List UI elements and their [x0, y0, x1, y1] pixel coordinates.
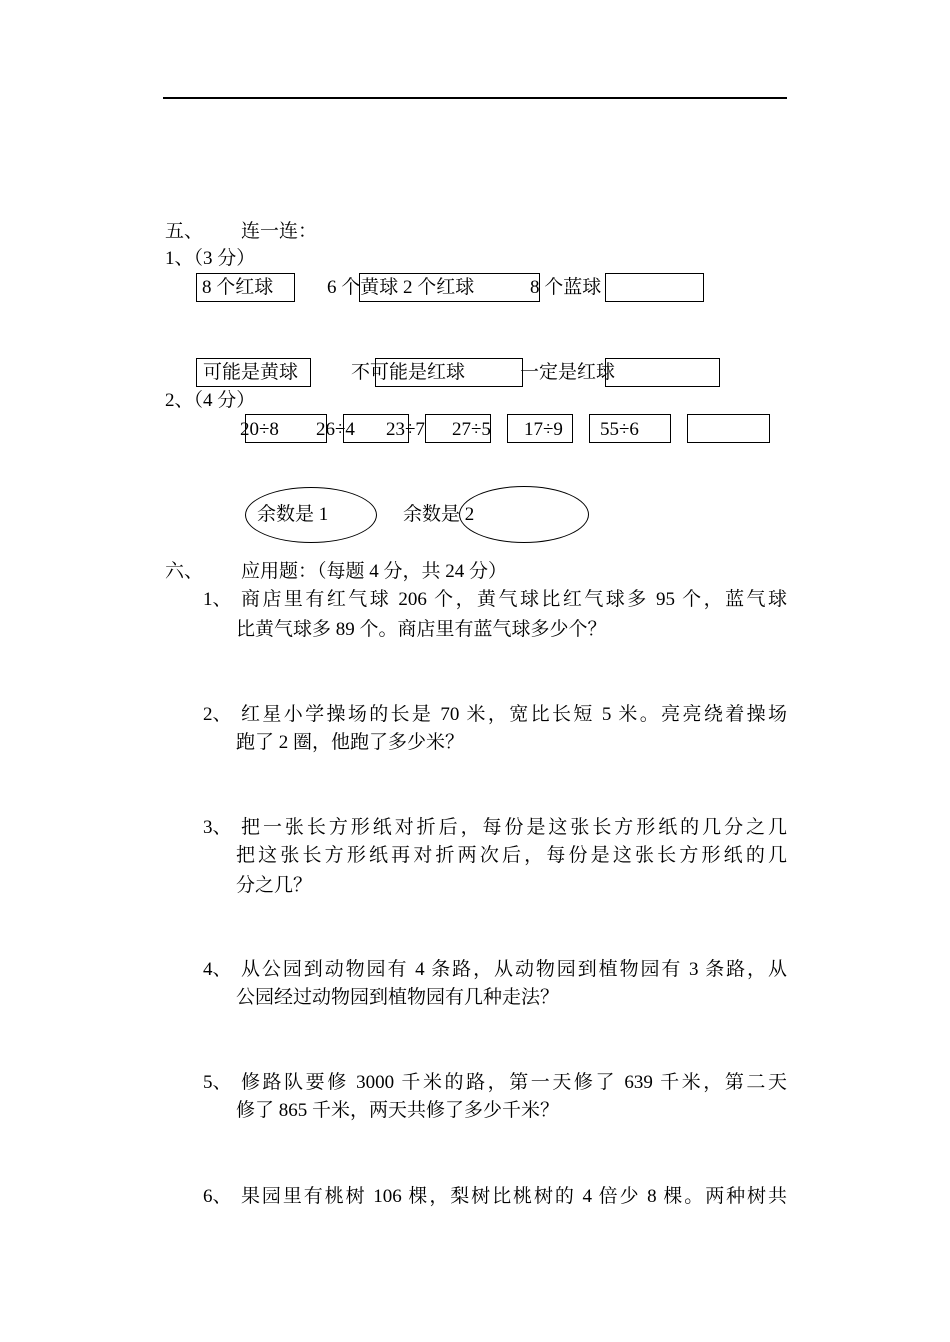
remainder-oval: [459, 486, 589, 543]
oval-text: 余数是 2: [403, 504, 475, 525]
expression: 27÷5: [452, 419, 491, 440]
q1-label: 1、（3 分）: [165, 248, 256, 269]
problem-number: 3、: [203, 817, 232, 838]
expr-box: [687, 414, 770, 443]
problem-text: 公园经过动物园到植物园有几种走法？: [236, 987, 560, 1008]
problem-text: 分之几？: [236, 875, 313, 896]
problem-text: 跑了 2 圈，他跑了多少米？: [236, 732, 465, 753]
option-text: 8 个红球: [202, 277, 274, 298]
problem-number: 2、: [203, 704, 232, 725]
expression: 23÷7: [386, 419, 425, 440]
problem-text: 比黄气球多 89 个。商店里有蓝气球多少个？: [236, 619, 607, 640]
expression: 20÷8: [240, 419, 279, 440]
oval-text: 余数是 1: [257, 504, 329, 525]
match-box: [605, 273, 704, 302]
problem-text: 把这张长方形纸再对折两次后，每份是这张长方形纸的几: [236, 845, 787, 866]
match-box: [605, 358, 720, 387]
problem-number: 5、: [203, 1072, 232, 1093]
problem-text: 修路队要修 3000 千米的路，第一天修了 639 千米，第二天: [241, 1072, 787, 1093]
option-text: 8 个蓝球: [530, 277, 602, 298]
section6-title: 应用题：（每题 4 分，共 24 分）: [241, 561, 508, 582]
expression: 26÷4: [316, 419, 355, 440]
option-text: 可能是黄球: [203, 362, 299, 383]
option-text: 不可能是红球: [351, 362, 466, 383]
problem-number: 4、: [203, 959, 232, 980]
option-text: 一定是红球: [520, 362, 616, 383]
problem-text: 商店里有红气球 206 个，黄气球比红气球多 95 个，蓝气球: [241, 589, 787, 610]
section5-number: 五、: [165, 221, 204, 242]
section5-title: 连一连：: [241, 221, 318, 242]
section6-number: 六、: [165, 561, 204, 582]
problem-number: 6、: [203, 1186, 232, 1207]
problem-text: 果园里有桃树 106 棵，梨树比桃树的 4 倍少 8 棵。两种树共: [241, 1186, 787, 1207]
problem-text: 修了 865 千米，两天共修了多少千米？: [236, 1100, 560, 1121]
header-rule: [163, 97, 787, 99]
q2-label: 2、（4 分）: [165, 390, 256, 411]
problem-number: 1、: [203, 589, 232, 610]
option-text: 6 个黄球 2 个红球: [327, 277, 475, 298]
expression: 17÷9: [524, 419, 563, 440]
problem-text: 红星小学操场的长是 70 米，宽比长短 5 米。亮亮绕着操场: [241, 704, 787, 725]
problem-text: 把一张长方形纸对折后，每份是这张长方形纸的几分之几: [241, 817, 787, 838]
expression: 55÷6: [600, 419, 639, 440]
problem-text: 从公园到动物园有 4 条路，从动物园到植物园有 3 条路，从: [241, 959, 787, 980]
